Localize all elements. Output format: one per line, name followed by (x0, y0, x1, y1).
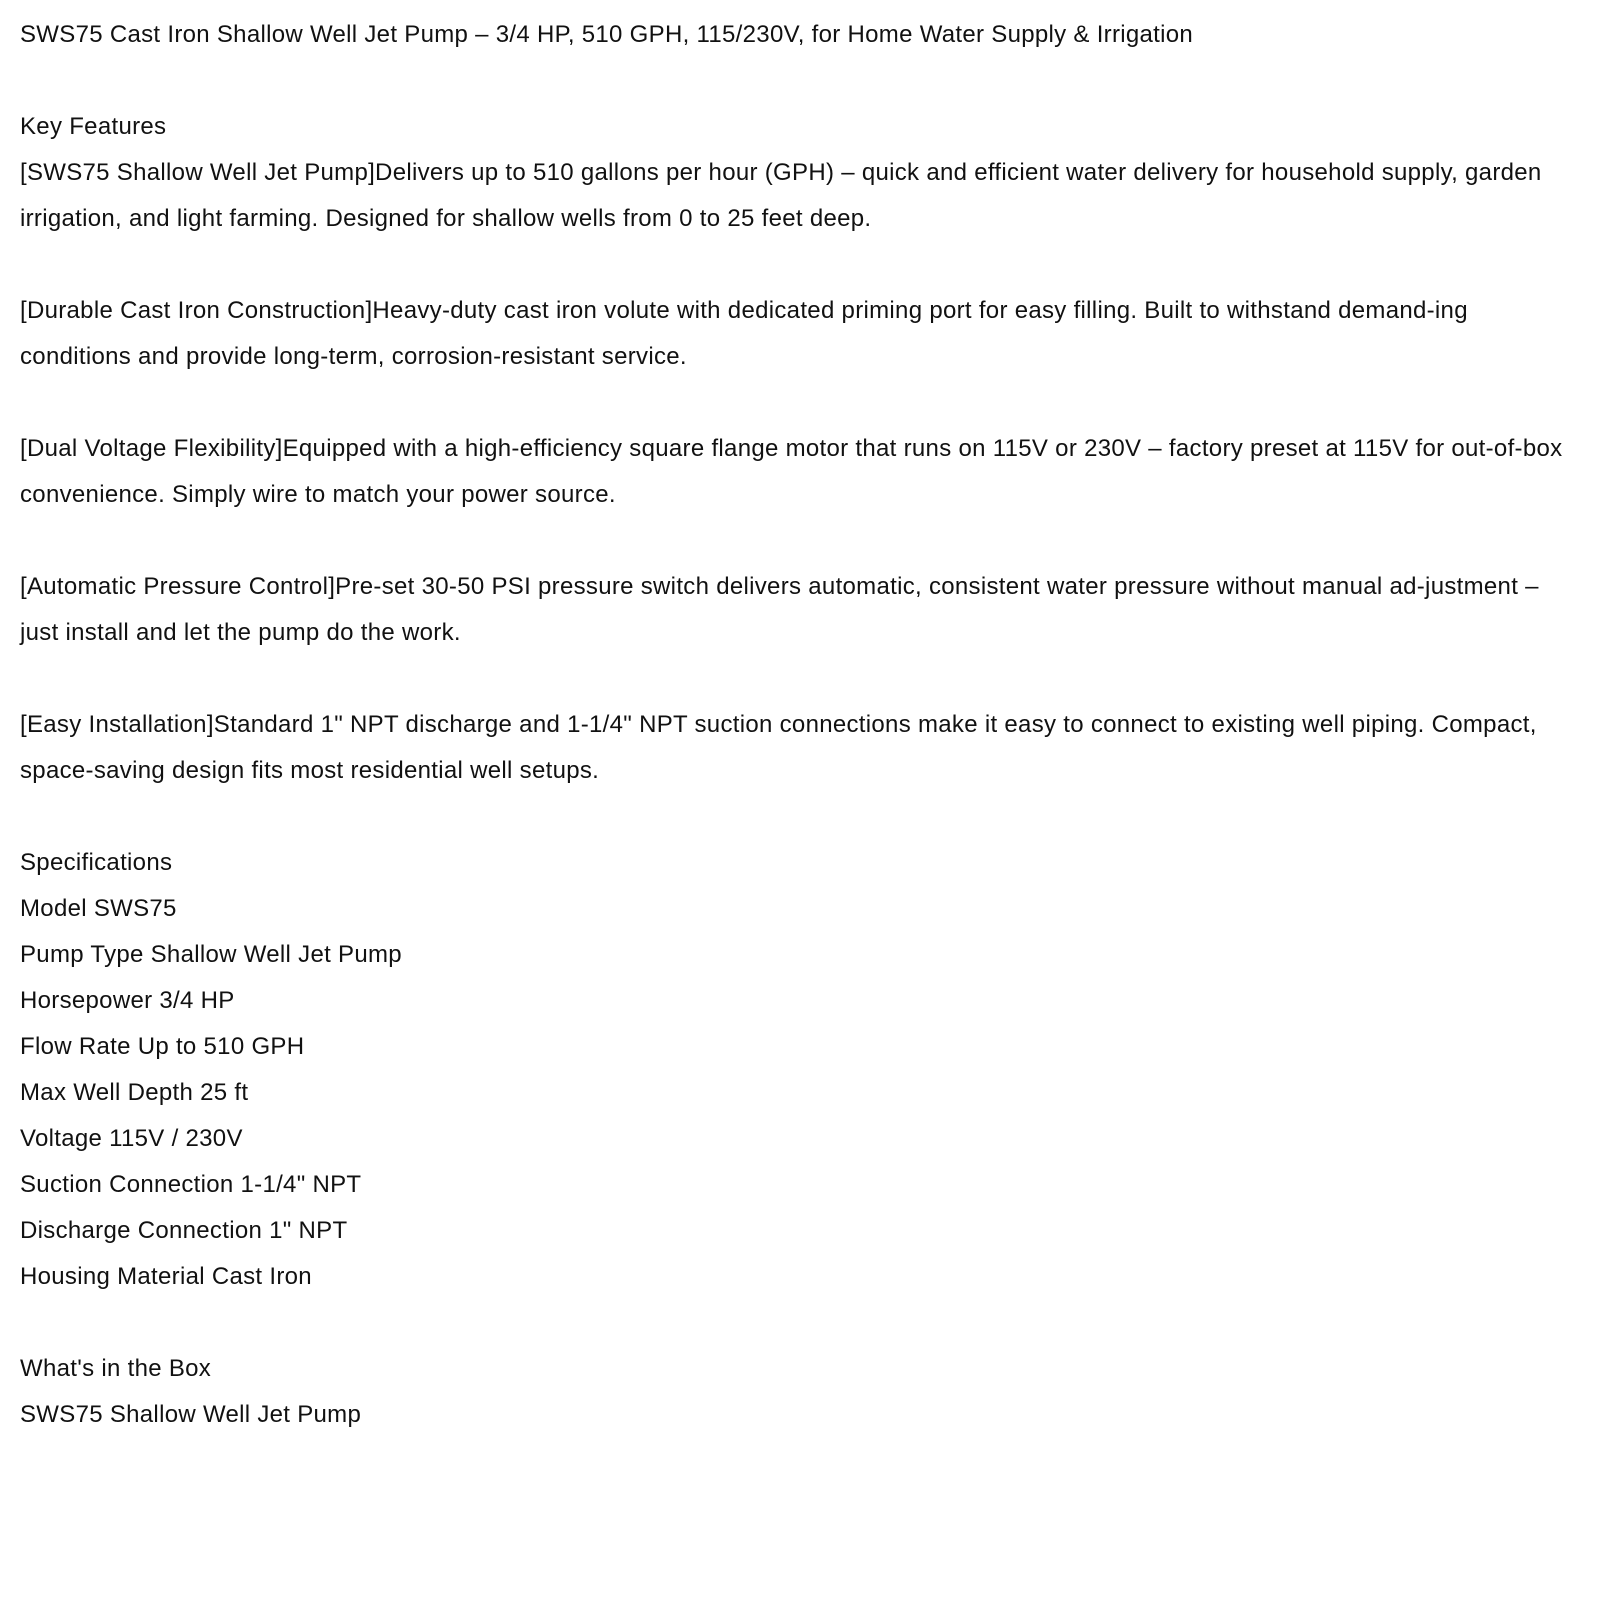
box-item: SWS75 Shallow Well Jet Pump (20, 1401, 362, 1428)
feature-paragraph: [SWS75 Shallow Well Jet Pump]Delivers up to 510 gallons per hour (GPH) – quick and efficient water delivery for household supply, garden irrigation, and light farming. Designed for shallow wells from 0 to 25 feet deep. (20, 159, 1542, 232)
spacer (20, 518, 1580, 564)
spacer (20, 794, 1580, 840)
feature-paragraph: [Durable Cast Iron Construction]Heavy-duty cast iron volute with dedicated priming port for easy filling. Built to withstand demand-ing conditions and provide long-term, corrosion-resistant service. (20, 297, 1468, 370)
spec-row: Flow Rate Up to 510 GPH (20, 1033, 305, 1060)
spec-row: Discharge Connection 1" NPT (20, 1217, 348, 1244)
feature-paragraph: [Easy Installation]Standard 1" NPT discharge and 1-1/4" NPT suction connections make it easy to connect to existing well piping. Compact, space-saving design fits most residential well setups. (20, 711, 1537, 784)
spec-row: Housing Material Cast Iron (20, 1263, 312, 1290)
spec-row: Max Well Depth 25 ft (20, 1079, 249, 1106)
feature-paragraph: [Dual Voltage Flexibility]Equipped with a high-efficiency square flange motor that runs on 115V or 230V – factory preset at 115V for out-of-box convenience. Simply wire to match your power source. (20, 435, 1563, 508)
spacer (20, 656, 1580, 702)
key-features-heading: Key Features (20, 113, 167, 140)
spacer (20, 242, 1580, 288)
feature-paragraph: [Automatic Pressure Control]Pre-set 30-50 PSI pressure switch delivers automatic, consistent water pressure without manual ad-justment – just install and let the pump do the work. (20, 573, 1539, 646)
spacer (20, 1300, 1580, 1346)
box-contents-heading: What's in the Box (20, 1355, 212, 1382)
product-description (20, 12, 1580, 1438)
spec-row: Horsepower 3/4 HP (20, 987, 235, 1014)
specifications-heading: Specifications (20, 849, 173, 876)
spacer (20, 380, 1580, 426)
spec-row: Voltage 115V / 230V (20, 1125, 243, 1152)
spec-row: Model SWS75 (20, 895, 177, 922)
spec-row: Pump Type Shallow Well Jet Pump (20, 941, 402, 968)
spacer (20, 58, 1580, 104)
product-title: SWS75 Cast Iron Shallow Well Jet Pump – 3/4 HP, 510 GPH, 115/230V, for Home Water Supply & Irrigation (20, 21, 1194, 48)
spec-row: Suction Connection 1-1/4" NPT (20, 1171, 362, 1198)
